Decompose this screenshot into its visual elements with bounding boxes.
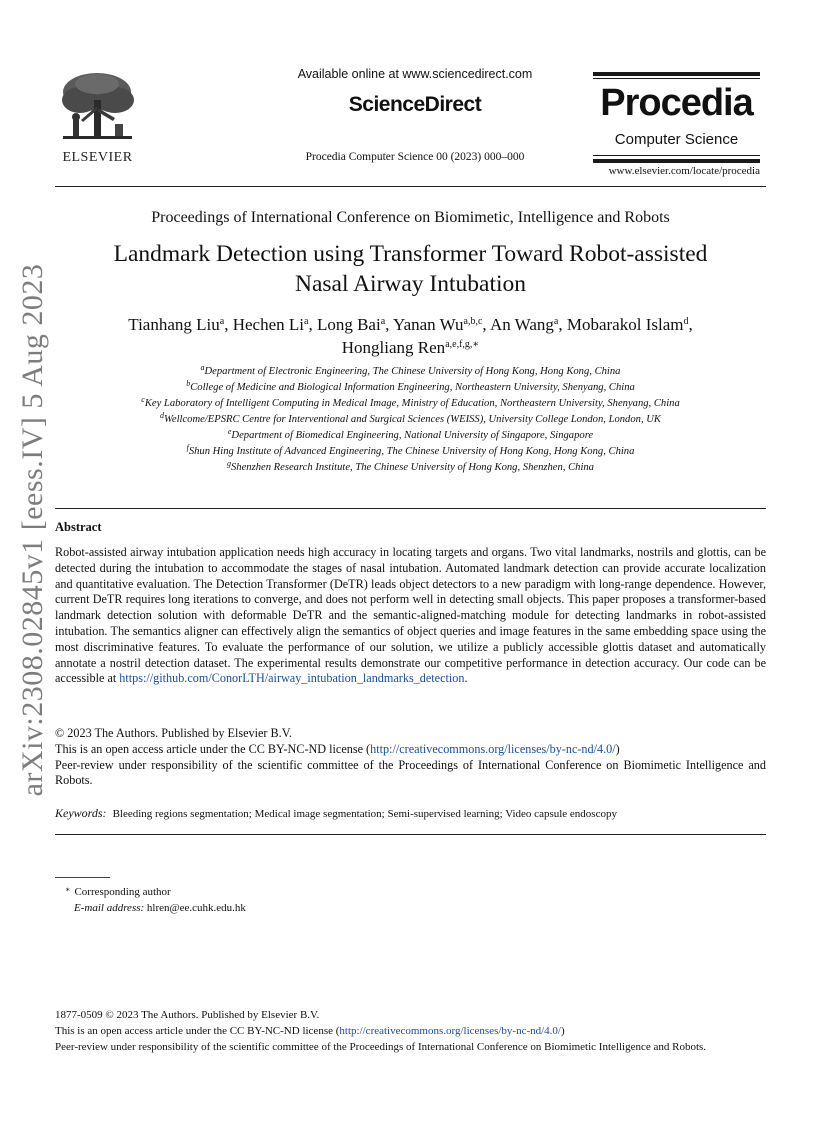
title-line-2: Nasal Airway Intubation [294,271,527,297]
open-access-line: This is an open access article under the CC BY-NC-ND license (http://creativecommons.org/licenses/by-nc-nd/4.0/) [55,741,620,756]
author: Mobarakol Islam$^d$, [566,315,693,334]
keywords-text: Bleeding regions segmentation; Medical image segmentation; Semi-supervised learning; Video capsule endoscopy [112,808,617,820]
sciencedirect-logo: ScienceDirect [348,93,482,116]
author: Tianhang Liu$^a$, [128,315,233,334]
affiliation: $^g$Shenzhen Research Institute, The Chinese University of Hong Kong, Shenzhen, China [227,459,594,473]
procedia-wordmark: Procedia [600,82,753,124]
email-address[interactable]: hlren@ee.cuhk.edu.hk [146,902,246,914]
author-list [55,313,766,359]
author: Yanan Wu$^{a,b,c}$, [393,315,490,334]
peer-review-line: Peer-review under responsibility of the scientific committee of the Proceedings of International Conference on Biomimetic Intelligence and Robots. [55,757,766,788]
footnote-divider [55,877,110,878]
procedia-logo [593,72,760,164]
email-note: E-mail address: hlren@ee.cuhk.edu.hk [74,902,246,914]
footnote [65,882,246,916]
license-link[interactable]: http://creativecommons.org/licenses/by-nc-nd/4.0/ [370,741,616,756]
abstract-body: Robot-assisted airway intubation application needs high accuracy in locating targets and organs. Two vital landmarks, nostrils and glottis, can be detected during the intubation to accommodate the stages of nasal intubation. Automated landmark detection can provide accurate localization and quantitative evaluation. The Detection Transformer (DeTR) leads object detectors to a new paradigm with long-range dependence. However, current DeTR requires long iterations to converge, and does not perform well in detecting small objects. This paper proposes a transformer-based landmark detection solution with deformable DeTR and the semantic-aligned-matching module for detecting landmarks in robot-assisted intubation. The semantics aligner can effectively align the semantics of object queries and image features in the same embedding space using the most discriminative features. To evaluate the performance of our solution, we utilize a publicly accessible glottis dataset and automatically annotate a nostril detection dataset. The experimental results demonstrate our competitive performance in detection accuracy. Our code can be accessible at https://github.com/ConorLTH/airway_intubation_landmarks_detection. [55,545,766,686]
arxiv-identifier: arXiv:2308.02845v1 [eess.IV] 5 Aug 2023 [16,263,49,797]
keywords-label: Keywords: [55,806,107,820]
abstract-text: Robot-assisted airway intubation application needs high accuracy in locating targets and organs. Two vital landmarks, nostrils and glottis, can be detected during the intubation to accommodate the stages of nasal intubation. Automated landmark detection can provide accurate localization and quantitative evaluation. The Detection Transformer (DeTR) leads object detectors to a new paradigm with long-range dependence. However, current DeTR requires long iterations to converge, and does not perform well in detecting small objects. This paper proposes a transformer-based landmark detection solution with deformable DeTR and the semantic-aligned-matching module for detecting landmarks in robot-assisted intubation. The semantics aligner can effectively align the semantics of object queries and image features in the same embedding space using the most discriminative features. To evaluate the performance of our solution, we utilize a publicly accessible glottis dataset and automatically annotate a nostril detection dataset. The experimental results demonstrate our competitive performance in detection accuracy. Our code can be accessible at [55,545,766,686]
author: Hongliang Ren$^{a,e,f,g,∗}$ [341,338,480,357]
journal-reference: Procedia Computer Science 00 (2023) 000–000 [305,151,525,163]
abstract-heading: Abstract [55,520,102,534]
abstract-divider-top [55,508,766,509]
conference-name: Proceedings of International Conference on Biomimetic, Intelligence and Robots [151,209,670,226]
procedia-subtitle: Computer Science [614,131,739,148]
code-link[interactable]: https://github.com/ConorLTH/airway_intubation_landmarks_detection [119,671,465,686]
procedia-rule-top-thin [593,78,760,79]
keywords [55,806,766,822]
bottom-license-link[interactable]: http://creativecommons.org/licenses/by-nc-nd/4.0/ [339,1025,561,1037]
author: Long Bai$^a$, [316,315,394,334]
bottom-peer-review-line: Peer-review under responsibility of the scientific committee of the Proceedings of International Conference on Biomimetic Intelligence and Robots. [55,1041,707,1053]
abstract-divider-bottom [55,834,766,835]
author: An Wang$^a$, [489,315,567,334]
affiliation-list [55,364,766,476]
affiliation: $^c$Key Laboratory of Intelligent Computing in Medical Image, Ministry of Education, Northeastern University, Shenyang, China [141,395,680,409]
procedia-rule-bottom-thin [593,155,760,156]
affiliation: $^b$College of Medicine and Biological Information Engineering, Northeastern University, Shenyang, China [186,379,635,393]
corresponding-author-note: ∗ Corresponding author [65,885,171,898]
author: Hechen Li$^a$, [232,315,317,334]
procedia-rule-bottom [593,159,760,163]
available-online-text: Available online at www.sciencedirect.com [297,67,533,81]
elsevier-tree-icon [55,70,140,148]
bottom-license-block [55,1007,775,1055]
elsevier-wordmark: ELSEVIER [62,150,133,165]
bottom-open-access-line: This is an open access article under the CC BY-NC-ND license (http://creativecommons.org/licenses/by-nc-nd/4.0/) [55,1025,565,1037]
header-divider [55,186,766,187]
arxiv-stamp [8,240,58,820]
procedia-rule-top [593,72,760,76]
affiliation: $^e$Department of Biomedical Engineering, National University of Singapore, Singapore [227,427,594,441]
affiliation: $^a$Department of Electronic Engineering, The Chinese University of Hong Kong, Hong Kong, China [200,363,621,377]
procedia-url[interactable]: www.elsevier.com/locate/procedia [608,165,760,177]
copyright-line: © 2023 The Authors. Published by Elsevier B.V. [55,726,292,740]
affiliation: $^f$Shun Hing Institute of Advanced Engineering, The Chinese University of Hong Kong, Hong Kong, China [186,443,635,457]
elsevier-logo [55,70,140,166]
paper-title [55,239,766,299]
title-line-1: Landmark Detection using Transformer Toward Robot-assisted [113,241,708,267]
license-block [55,726,766,789]
affiliation: $^d$Wellcome/EPSRC Centre for Interventional and Surgical Sciences (WEISS), University College London, London, UK [160,411,661,425]
issn-line: 1877-0509 © 2023 The Authors. Published by Elsevier B.V. [55,1009,320,1021]
